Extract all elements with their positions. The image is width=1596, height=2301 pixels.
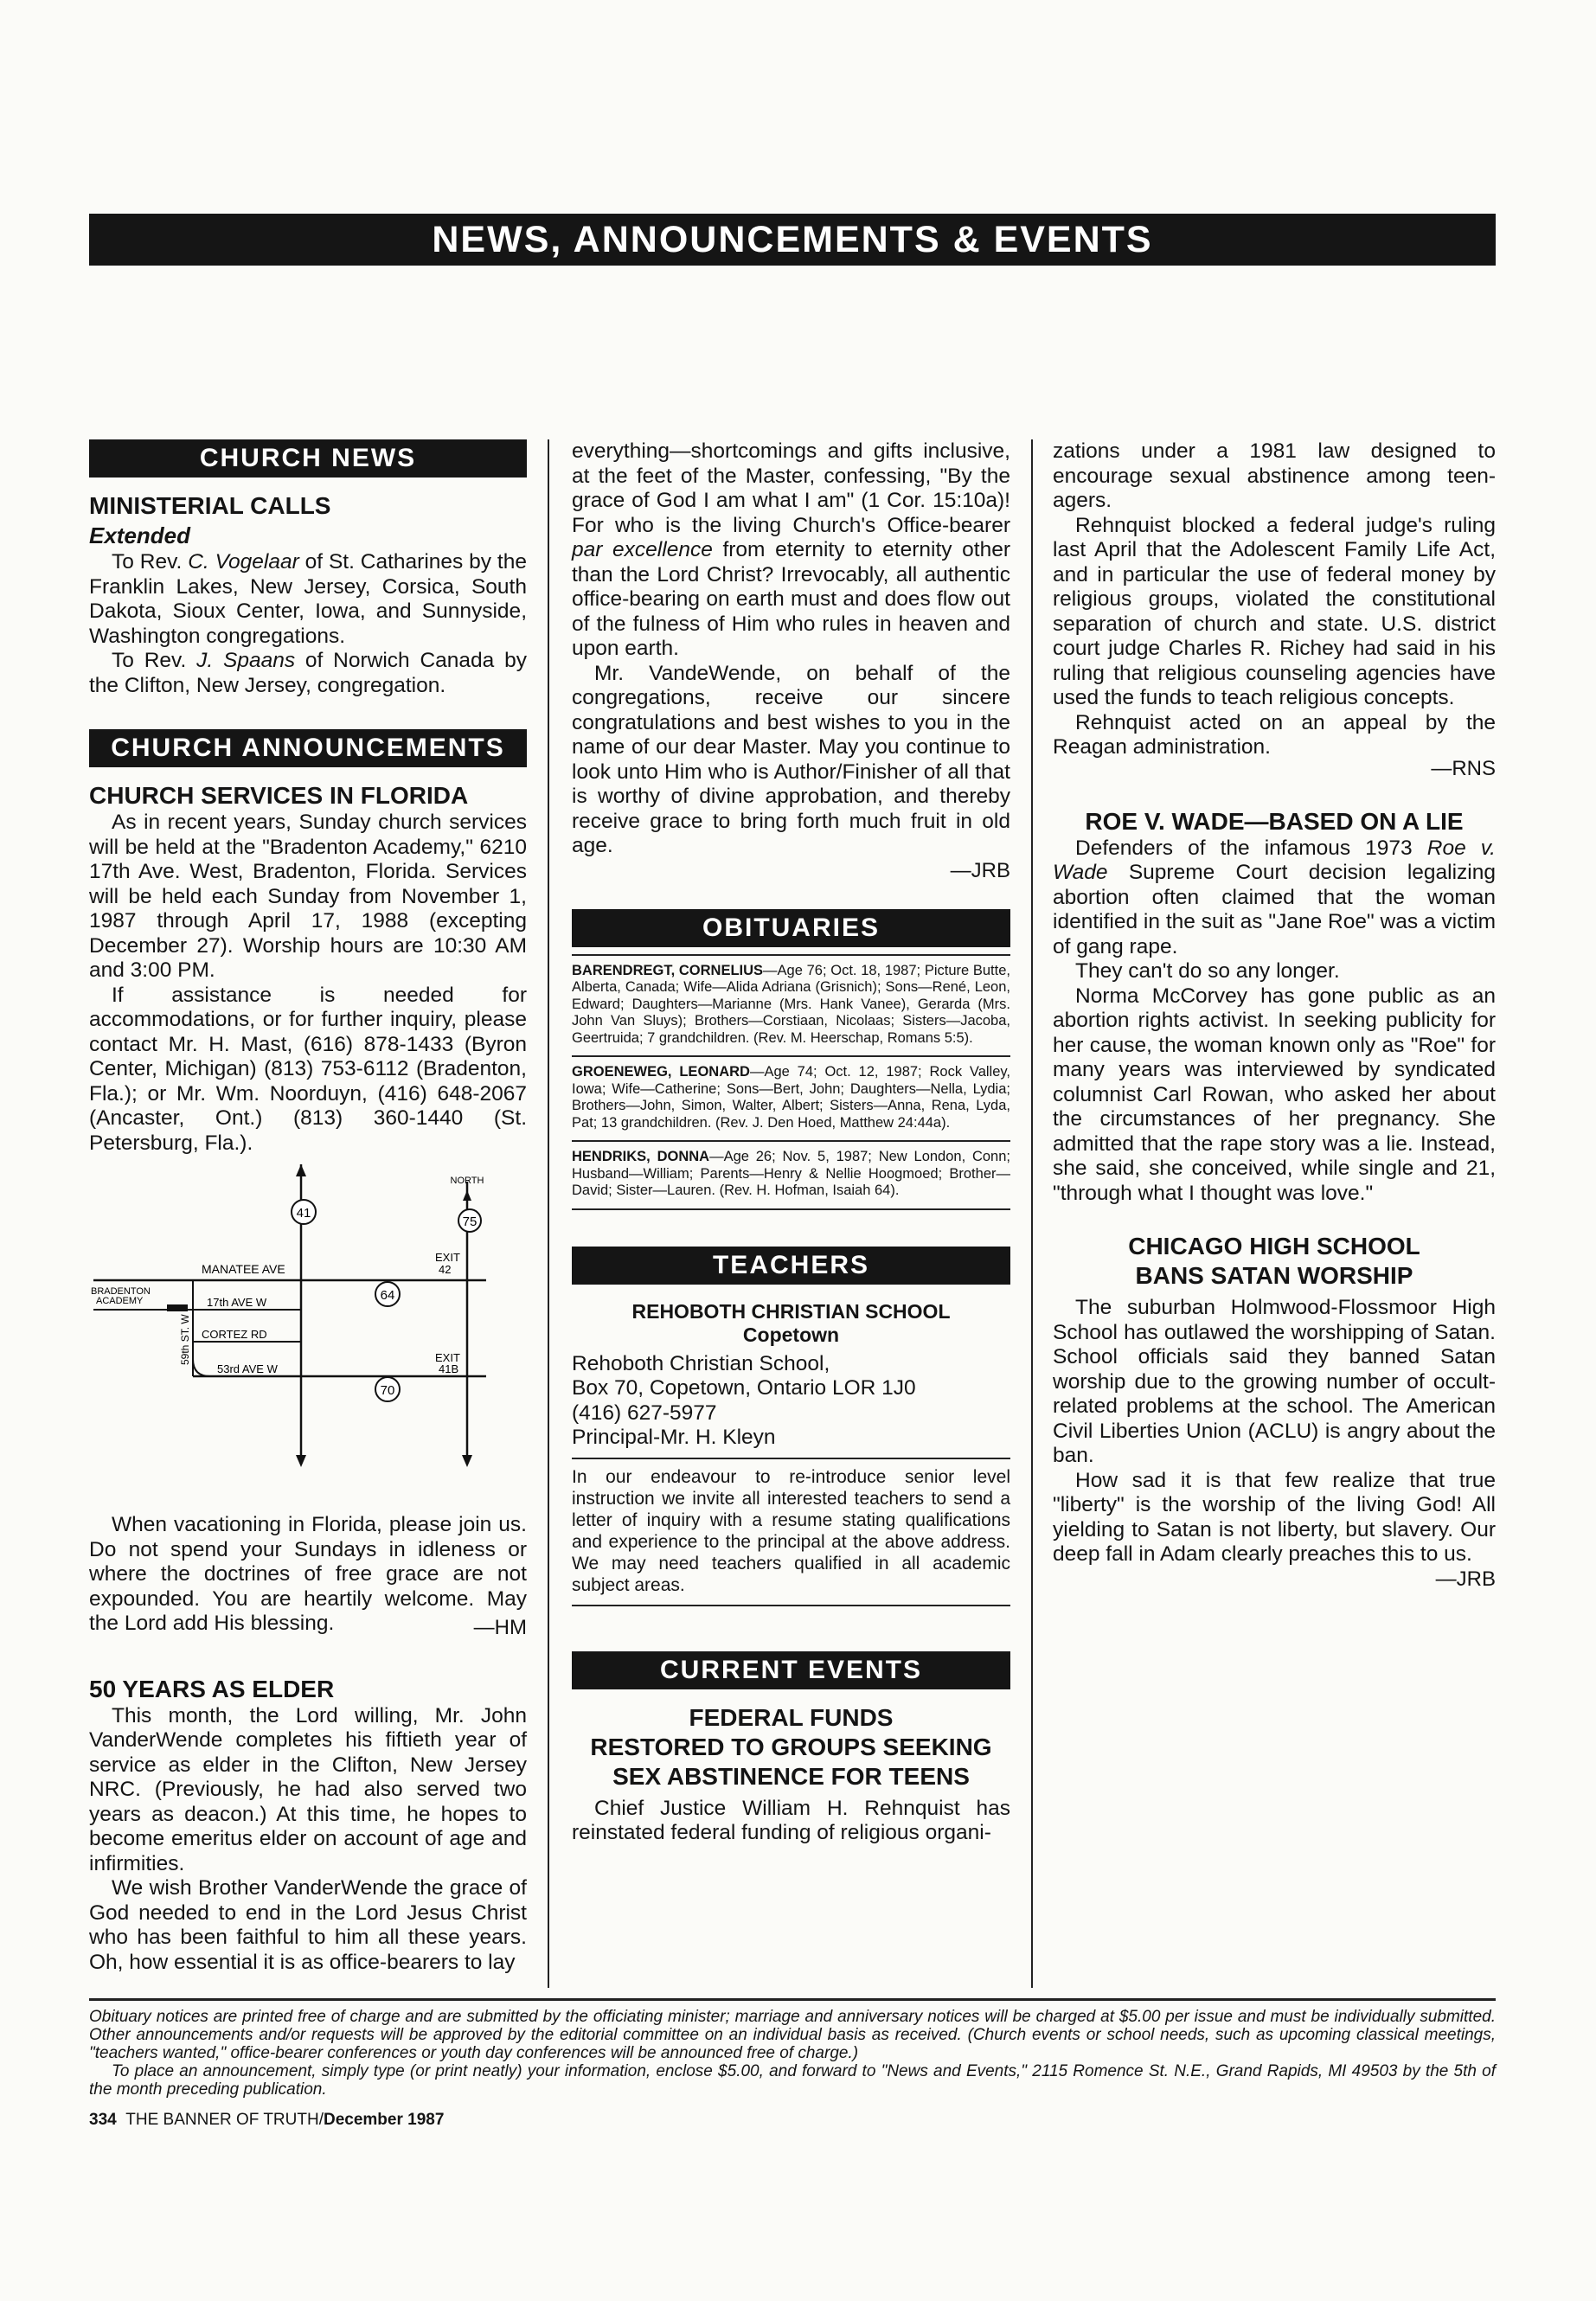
exit42-label-b: 42 [439, 1263, 452, 1276]
north-label: NORTH [450, 1176, 484, 1186]
article-title: 50 YEARS AS ELDER [89, 1675, 335, 1702]
column-1 [89, 439, 527, 1975]
paragraph: Rehnquist acted on an appeal by the Reagan administration. [1053, 710, 1496, 759]
footer-paragraph: Obituary notices are printed free of charge and are submitted by the officiating minister; marriage and anniversary notices will be charged at $5.00 per issue and must be individually submitted. Other announcements and/or requests will be approved by the editorial committee on an individual basis as received. (Church events or school needs, such as upcoming classical meetings, "teachers wanted," office-bearer conferences or youth day conferences will be announced free of charge.) [89, 2008, 1496, 2062]
obituary-list [572, 954, 1010, 1210]
academy-label-1: BRADENTON [91, 1286, 151, 1297]
article-subtitle: Extended [89, 522, 191, 548]
principal: Principal-Mr. H. Kleyn [572, 1426, 776, 1449]
paragraph: We wish Brother VanderWende the grace of God needed to end in the Lord Jesus Christ who has been faithful to him all these years. Oh, how essential it is as office-bearers to lay [89, 1876, 527, 1974]
paragraph: To Rev. J. Spaans of Norwich Canada by the Clifton, New Jersey, congregation. [89, 649, 527, 697]
address-line: Box 70, Copetown, Ontario LOR 1J0 [572, 1376, 916, 1400]
paragraph: everything—shortcomings and gifts inclusive, at the feet of the Master, confessing, "By the grace of God I am what I am" (1 Cor. 15:10a)! For who is the living Church's Office-bearer par excellence from eternity to eternity other than the Lord Christ? Irrevocably, all authentic office-bearing on earth must and does flow out of the fulness of Him who rules in heaven and upon earth. [572, 439, 1011, 660]
signature: —JRB [1435, 1567, 1496, 1591]
ave53-label: 53rd AVE W [217, 1362, 278, 1375]
address-line: Rehoboth Christian School, [572, 1351, 830, 1375]
paragraph: How sad it is that few realize that true "liberty" is the worship of the living God! All yielding to Satan is not liberty, but slavery. Our deep fall in Adam clearly preaches this to us. [1053, 1468, 1496, 1566]
column-rule [548, 439, 549, 1988]
paragraph: This month, the Lord willing, Mr. John VanderWende completes his fiftieth year of service as elder in the Clifton, New Jersey NRC. (Previously, he had also served two years as deacon.) At this time, he hopes to become emeritus elder on account of age and infirmities. [89, 1703, 527, 1875]
section-heading-church-news: CHURCH NEWS [89, 439, 527, 478]
page-banner: NEWS, ANNOUNCEMENTS & EVENTS [89, 214, 1496, 266]
signature: —JRB [950, 858, 1010, 882]
paragraph: Defenders of the infamous 1973 Roe v. Wade Supreme Court decision legalizing abortion often claimed that the woman identified in the suit as "Jane Roe" was a victim of gang rape. [1053, 836, 1496, 958]
signature: —HM [473, 1615, 527, 1639]
article-title: CHURCH SERVICES IN FLORIDA [89, 782, 469, 809]
paragraph: zations under a 1981 law designed to encourage sexual abstinence among teen-agers. [1053, 439, 1496, 512]
academy-label-2: ACADEMY [96, 1296, 144, 1306]
obituary-item: HENDRIKS, DONNA—Age 26; Nov. 5, 1987; New London, Conn; Husband—William; Parents—Henry & Nellie Hoogmoed; Brother—David; Sister—Lauren. (Rev. H. Hofman, Isaiah 64). [572, 1142, 1010, 1210]
section-heading-teachers: TEACHERS [572, 1247, 1010, 1285]
page-folio [89, 2111, 444, 2130]
article-title: RESTORED TO GROUPS SEEKING [590, 1733, 992, 1760]
ave17-label: 17th AVE W [207, 1296, 267, 1309]
footer-notice [89, 1998, 1496, 2099]
signature: —RNS [1431, 756, 1496, 780]
publication-title: THE BANNER OF TRUTH/ [125, 2111, 324, 2129]
article-title: ROE V. WADE—BASED ON A LIE [1085, 807, 1464, 835]
section-heading-announcements: CHURCH ANNOUNCEMENTS [89, 729, 527, 767]
paragraph: When vacationing in Florida, please join us. Do not spend your Sundays in idleness or where the doctrines of free grace are not expounded. You are heartily welcome. May the Lord add His blessing. [89, 1513, 527, 1635]
paragraph: To Rev. C. Vogelaar of St. Catharines by the Franklin Lakes, New Jersey, Corsica, South Dakota, Sioux Center, Iowa, and Sunnyside, Washington congregations. [89, 550, 527, 648]
route-70-label: 70 [380, 1383, 395, 1398]
column-3 [1053, 439, 1496, 1592]
phone: (416) 627-5977 [572, 1400, 717, 1425]
paragraph: They can't do so any longer. [1075, 959, 1340, 983]
column-2 [572, 439, 1010, 1846]
footer-paragraph: To place an announcement, simply type (or print neatly) your information, enclose $5.00, and forward to "News and Events," 2115 Romence St. N.E., Grand Rapids, MI 49503 by the 5th of the month preceding publication. [89, 2062, 1496, 2099]
obituary-item: BARENDREGT, CORNELIUS—Age 76; Oct. 18, 1987; Picture Butte, Alberta, Canada; Wife—Alida Adriana (Grisnich); Sons—René, Leon, Edward; Daughters—Marianne (Mrs. Hank Vanee), Gerarda (Mrs. John Van Sluys); Brothers—Corstiaan, Nicolaas; Sisters—Jacoba, Geertruida; 7 grandchildren. (Rev. M. Heerschap, Romans 5:5). [572, 956, 1010, 1058]
article-title: CHICAGO HIGH SCHOOL [1128, 1233, 1420, 1259]
school-name: REHOBOTH CHRISTIAN SCHOOL [631, 1299, 951, 1323]
exit41b-label-b: 41B [439, 1362, 459, 1375]
article-title: FEDERAL FUNDS [689, 1703, 894, 1731]
article-title: SEX ABSTINENCE FOR TEENS [612, 1762, 970, 1790]
paragraph: Chief Justice William H. Rehnquist has reinstated federal funding of religious organi- [572, 1796, 1010, 1844]
route-75-label: 75 [462, 1215, 478, 1229]
route-41-label: 41 [296, 1206, 311, 1221]
exit41b-label-a: EXIT [435, 1351, 460, 1364]
paragraph: Rehnquist blocked a federal judge's ruling last April that the Adolescent Family Life Act, and in particular the use of federal money by religious groups, violated the constitutional separation of church and state. U.S. district court judge Charles R. Richey had said in his ruling that religious counseling agencies have used the funds to teach religious concepts. [1053, 513, 1496, 709]
paragraph: As in recent years, Sunday church services will be held at the "Bradenton Academy," 6210 17th Ave. West, Bradenton, Florida. Services will be held each Sunday from November 1, 1987 through April 17, 1988 (excepting December 27). Worship hours are 10:30 AM and 3:00 PM. [89, 811, 527, 982]
manatee-label: MANATEE AVE [202, 1262, 285, 1276]
column-rule [1031, 439, 1033, 1988]
teachers-notice: In our endeavour to re-introduce senior level instruction we invite all interested teachers to send a letter of inquiry with a resume stating qualifications and experience to the principal at the above address. We may need teachers qualified in all academic subject areas. [572, 1466, 1010, 1595]
article-title: BANS SATAN WORSHIP [1135, 1262, 1413, 1289]
cortez-label: CORTEZ RD [202, 1328, 267, 1341]
section-heading-obituaries: OBITUARIES [572, 909, 1010, 947]
section-heading-current-events: CURRENT EVENTS [572, 1651, 1010, 1689]
paragraph: The suburban Holmwood-Flossmoor High School has outlawed the worshipping of Satan. School officials said they banned Satan worship due to the growing number of occult-related problems at the school. The American Civil Liberties Union (ACLU) is angry about the ban. [1053, 1296, 1496, 1467]
page-number: 334 [89, 2111, 117, 2129]
article-title: MINISTERIAL CALLS [89, 492, 331, 519]
exit42-label-a: EXIT [435, 1251, 460, 1264]
obituary-item: GROENEWEG, LEONARD—Age 74; Oct. 12, 1987; Rock Valley, Iowa; Wife—Catherine; Sons—Bert, John; Daughters—Nella, Lydia; Brothers—John, Simon, Walter, Albert; Sisters—Anna, Rena, Lyda, Pat; 13 grandchildren. (Rev. J. Den Hoed, Matthew 24:44a). [572, 1057, 1010, 1142]
paragraph: If assistance is needed for accommodations, or for further inquiry, please contact Mr. H. Mast, (616) 878-1433 (Byron Center, Michigan) (813) 753-6112 (Bradenton, Fla.); or Mr. Wm. Noorduyn, (416) 648-2067 (Ancaster, Ont.) (813) 360-1440 (St. Petersburg, Fla.). [89, 983, 527, 1155]
route-64-label: 64 [380, 1288, 395, 1303]
paragraph: Norma McCorvey has gone public as an abortion rights activist. In seeking publicity for her cause, the woman known only as "Roe" for many years was interviewed by syndicated columnist Carl Rowan, who asked her about the circumstances of her pregnancy. She admitted that the rape story was a lie. Instead, she said, she conceived, while single and 21, "through what I thought was love." [1053, 984, 1496, 1205]
school-place: Copetown [742, 1323, 840, 1346]
st59-label: 59th ST. W [179, 1314, 191, 1365]
directions-map [89, 1164, 527, 1497]
issue-date: December 1987 [323, 2111, 445, 2129]
paragraph: Mr. VandeWende, on behalf of the congregations, receive our sincere congratulations and best wishes to you in the name of our dear Master. May you continue to look unto Him who is Author/Finisher of all that is worthy of divine approbation, and thereby receive grace to bring forth much fruit in old age. [572, 661, 1010, 857]
